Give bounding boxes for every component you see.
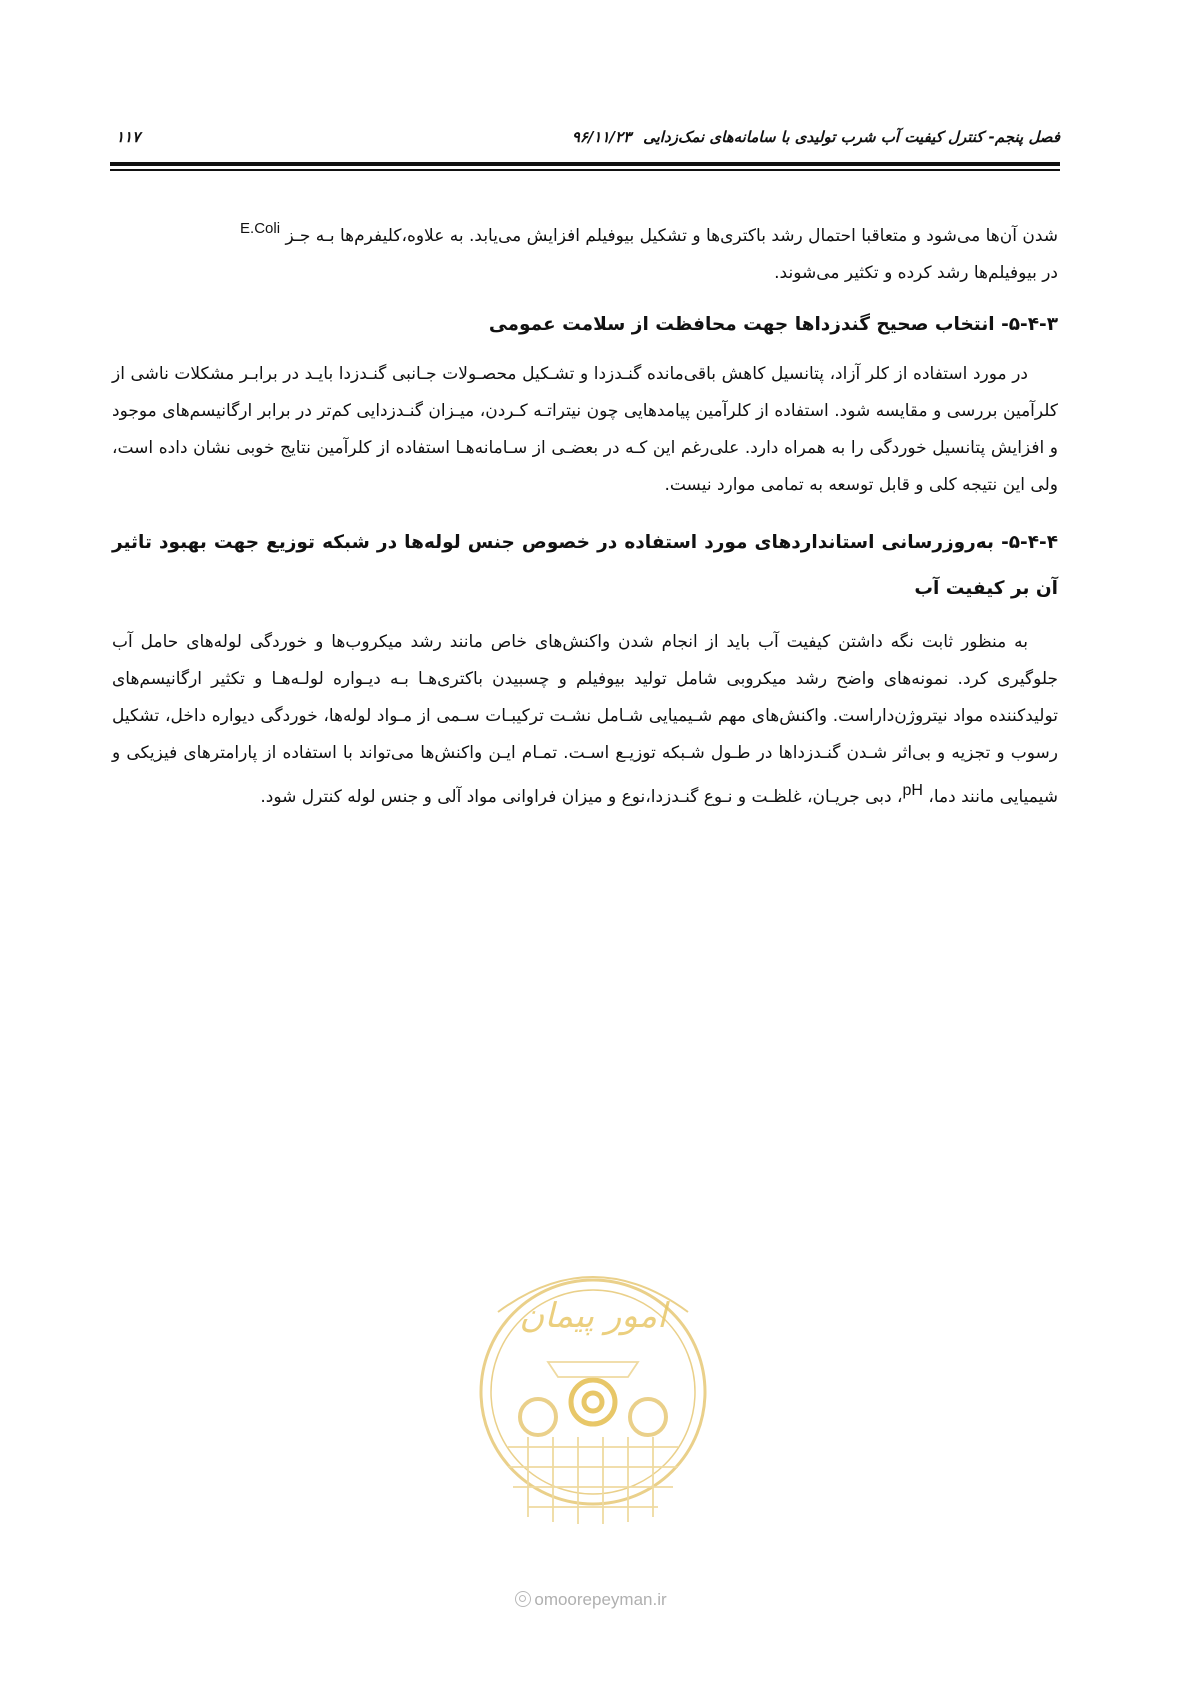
intro-line-1: شدن آن‌ها می‌شود و متعاقبا احتمال رشد باکتری‌ها و تشکیل بیوفیلم افزایش می‌یابد. به علاوه،کلیفرم‌ها بـه جـز E.Coli bbox=[240, 220, 1058, 246]
watermark-seal-logo bbox=[468, 1252, 718, 1552]
header-date: ۹۶/۱۱/۲۳ bbox=[571, 128, 632, 146]
header-rule-thick bbox=[110, 162, 1060, 166]
at-sign-icon bbox=[515, 1591, 531, 1607]
section-paragraph-5-4-4: به منظور ثابت نگه داشتن کیفیت آب باید از انجام شدن واکنش‌های خاص مانند رشد میکروب‌ها و خوردگی لوله‌های حامل آب جلوگیری کرد. نمونه‌های واضح رشد میکروبی شامل تولید بیوفیلم و چسبیدن باکتری‌هـا بـه دیـواره لولـه‌هـا و تکثیر ارگانیسم‌های تولیدکننده مواد نیتروژن‌داراست. واکنش‌های مهم شـیمیایی شـامل نشـت ترکیبـات سـمی از مـواد لوله‌ها، خوردگی دیواره داخل، تشکیل رسوب و تجزیه و بی‌اثر شـدن گنـدزداها در طـول شـبکه توزیـع اسـت. تمـام ایـن واکنش‌ها می‌تواند با استفاده از پارامترهای فیزیکی و شیمیایی مانند دما، pH، دبی جریـان، غلظـت و نـوع گنـدزدا،نوع و میزان فراوانی مواد آلی و جنس لوله کنترل شود. bbox=[112, 632, 1058, 807]
section-heading-5-4-4: ۵-۴-۴- به‌روزرسانی استانداردهای مورد استفاده در خصوص جنس لوله‌ها در شبکه توزیع جهت بهبود تاثیر آن بر کیفیت آب bbox=[112, 532, 1058, 599]
intro-line-2: در بیوفیلم‌ها رشد کرده و تکثیر می‌شوند. bbox=[774, 263, 1058, 283]
chapter-title: فصل پنجم- کنترل کیفیت آب شرب تولیدی با سامانه‌های نمک‌زدایی bbox=[643, 128, 1060, 146]
intro-paragraph bbox=[112, 210, 1058, 292]
gear-icon bbox=[571, 1380, 615, 1424]
section-paragraph-5-4-3: در مورد استفاده از کلر آزاد، پتانسیل کاهش باقی‌مانده گنـدزدا و تشـکیل محصـولات جـانبی گنـدزدا بایـد در برابـر مشکلات ناشی از کلرآمین بررسی و مقایسه شود. استفاده از کلرآمین پیامدهایی چون نیتراتـه کـردن، میـزان گنـدزدایی کم‌تر در برابر ارگانیسم‌های موجود و افزایش پتانسیل خوردگی را به همراه دارد. علی‌رغم این کـه در بعضـی از سـامانه‌هـا استفاده از کلرآمین نتایج خوبی نشان داده است، ولی این نتیجه کلی و قابل توسعه به تمامی موارد نیست. bbox=[112, 364, 1058, 495]
seal-text: امور پیمان bbox=[519, 1296, 667, 1336]
page-content bbox=[112, 210, 1058, 816]
ph-term: pH bbox=[902, 782, 923, 799]
watermark-site: omoorepeyman.ir bbox=[486, 1590, 696, 1610]
ecoli-term: E.Coli bbox=[240, 220, 281, 237]
section-heading-5-4-3: ۵-۴-۳- انتخاب صحیح گندزداها جهت محافظت از سلامت عمومی bbox=[488, 314, 1058, 335]
header-rule-thin bbox=[110, 169, 1060, 171]
page-number: ۱۱۷ bbox=[116, 128, 141, 146]
page-header bbox=[110, 122, 1060, 152]
section-5-4-4 bbox=[112, 520, 1058, 816]
running-title bbox=[572, 128, 1060, 146]
section-5-4-3 bbox=[112, 306, 1058, 504]
